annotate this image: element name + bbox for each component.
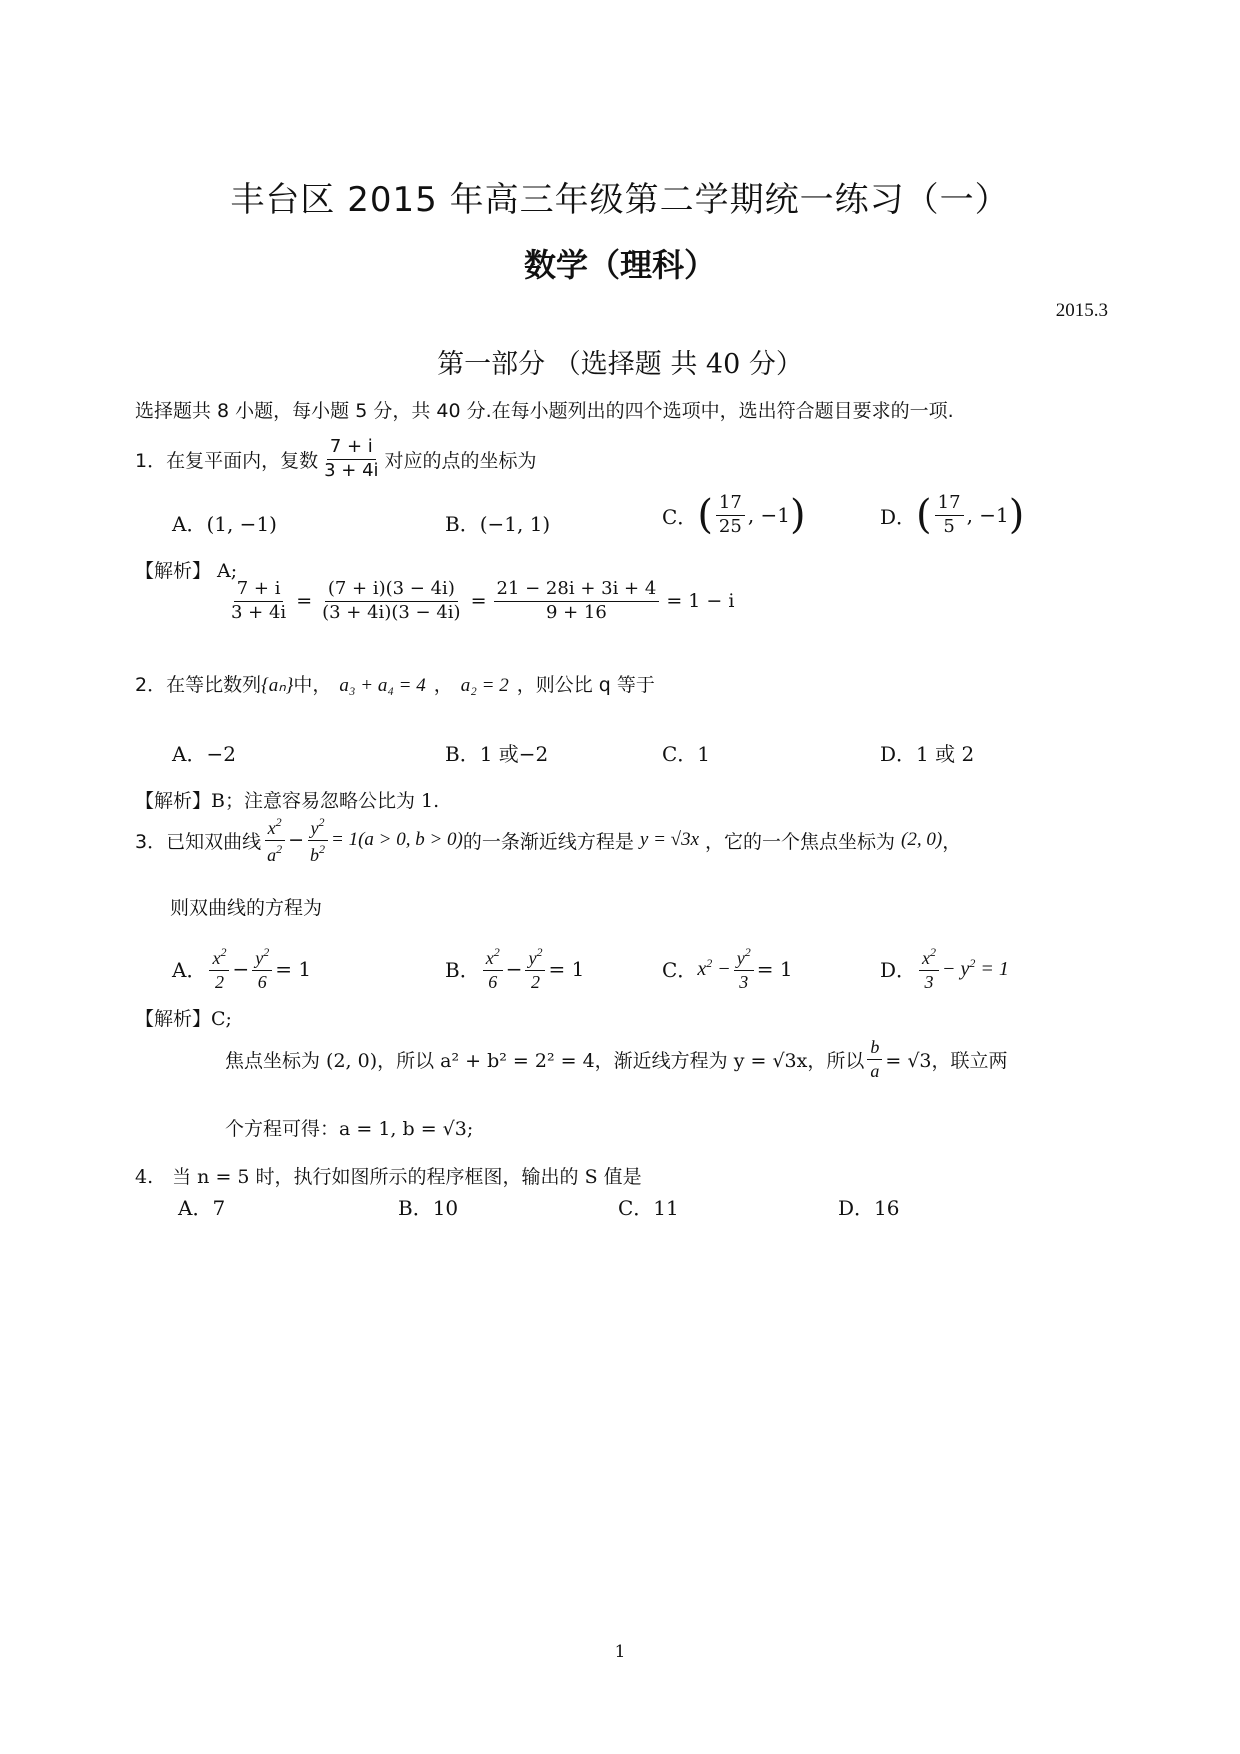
q3-analysis-label: 【解析】C; xyxy=(135,1008,232,1030)
exam-date: 2015.3 xyxy=(1055,300,1108,321)
q1-suffix: 对应的点的坐标为 xyxy=(384,449,537,472)
page-title: 丰台区 2015 年高三年级第二学期统一练习（一） xyxy=(230,180,1010,220)
question-3: 3．已知双曲线 $\frac{x^2}{a^2}$ − $\frac{y^2}{b^2}$ = 1(a > 0, b > 0) 的一条渐近线方程是 y = √3x ，它的一个焦点坐标为 (2, 0) ， xyxy=(135,815,962,865)
part-intro: 选择题共 8 小题，每小题 5 分，共 40 分.在每小题列出的四个选项中，选出符合题目要求的一项. xyxy=(135,400,954,422)
q1-option-a: A．(1, −1) xyxy=(172,512,277,536)
page-number: 1 xyxy=(614,1642,626,1662)
q3-analysis-line2: 个方程可得：a = 1, b = √3; xyxy=(225,1118,474,1140)
q3-line2: 则双曲线的方程为 xyxy=(170,897,323,919)
part-heading: 第一部分 （选择题 共 40 分） xyxy=(437,349,803,380)
q3-option-c: C． $x^2$ − $\frac{y^2}{3}$ = 1 xyxy=(662,945,793,992)
q2-option-c: C．1 xyxy=(662,742,711,766)
q1-prefix: 1．在复平面内，复数 xyxy=(135,449,319,472)
q3-option-d: D． $\frac{x^2}{3}$ − $y^2 = 1$ xyxy=(880,945,1009,992)
question-4: 4. 当 n = 5 时，执行如图所示的程序框图，输出的 S 值是 xyxy=(135,1166,642,1188)
q1-option-b: B．(−1, 1) xyxy=(445,512,551,536)
page-subtitle: 数学（理科） xyxy=(523,246,716,284)
q3-analysis-line1: 焦点坐标为 (2, 0)，所以 a² + b² = 2² = 4，渐近线方程为 y = √3x，所以 $\frac{b}{a}$ = √3，联立两 xyxy=(225,1037,1008,1081)
q2-option-a: A．−2 xyxy=(172,742,236,766)
q1-analysis-label: 【解析】 A; xyxy=(135,560,238,582)
q2-option-d: D．1 或 2 xyxy=(880,742,975,766)
q4-option-c: C．11 xyxy=(618,1196,679,1220)
q2-option-b: B．1 或−2 xyxy=(445,742,549,766)
q1-fraction: $\frac{7 + i}{3 + 4i}$ xyxy=(324,436,379,481)
q4-option-a: A．7 xyxy=(178,1196,226,1220)
question-2: 2．在等比数列{aₙ}中， a₃ + a₄ = 4 ， a₂ = 2 ，则公比 q 等于 xyxy=(135,674,655,696)
q3-option-a: A． $\frac{x^2}{2}$ − $\frac{y^2}{6}$ = 1 xyxy=(172,945,312,992)
q1-option-d: D． ( $\frac{17}{5}$ , −1 ) xyxy=(880,492,1025,539)
q1-solution: $\frac{7 + i}{3 + 4i}$ = $\frac{(7 + i)(3 - 4i)}{(3 + 4i)(3 - 4i)}$ = $\frac{21 - 28i + 3i + 4}{9 + 16}$ = 1 − i xyxy=(231,578,735,623)
q4-option-d: D．16 xyxy=(838,1196,900,1220)
question-1 xyxy=(135,438,537,481)
q1-option-c: C． ( $\frac{17}{25}$ , −1 ) xyxy=(662,492,806,539)
q3-option-b: B． $\frac{x^2}{6}$ − $\frac{y^2}{2}$ = 1 xyxy=(445,945,585,992)
q4-option-b: B．10 xyxy=(398,1196,459,1220)
q2-analysis: 【解析】B；注意容易忽略公比为 1. xyxy=(135,790,440,812)
